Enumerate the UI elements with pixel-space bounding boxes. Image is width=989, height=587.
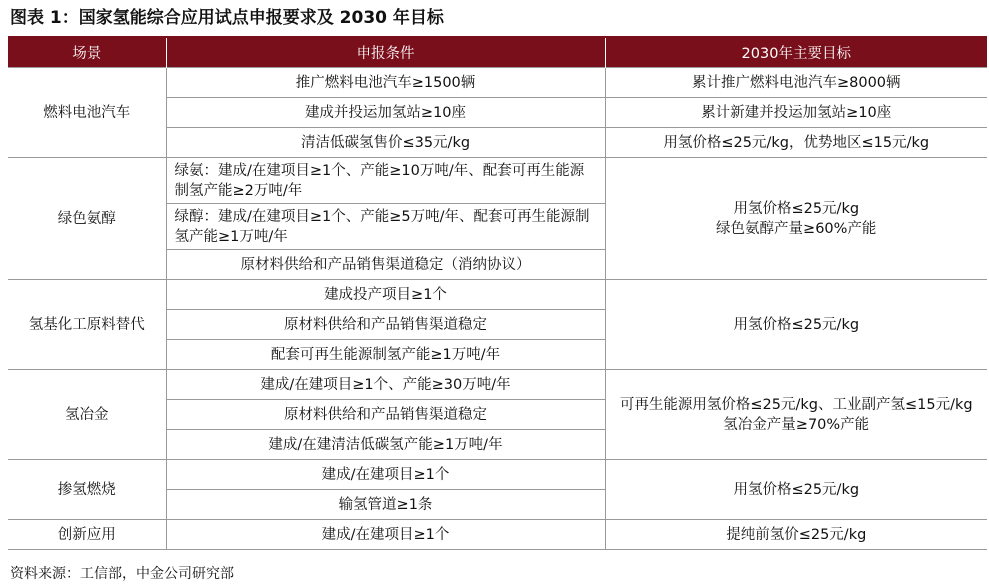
requirement-cell: 清洁低碳氢售价≤35元/kg — [166, 128, 605, 158]
requirement-cell: 绿氨：建成/在建项目≥1个、产能≥10万吨/年、配套可再生能源制氢产能≥2万吨/年 — [166, 158, 605, 204]
requirement-cell: 建成/在建项目≥1个 — [166, 460, 605, 490]
requirement-cell: 建成投产项目≥1个 — [166, 280, 605, 310]
target-line: 绿色氨醇产量≥60%产能 — [716, 220, 877, 237]
target-line: 氢冶金产量≥70%产能 — [723, 416, 870, 433]
target-cell: 累计新建并投运加氢站≥10座 — [605, 98, 987, 128]
target-line: 用氢价格≤25元/kg — [733, 200, 860, 217]
target-line: 用氢价格≤25元/kg — [733, 316, 860, 333]
source-note: 资料来源：工信部，中金公司研究部 — [10, 566, 234, 582]
table-row — [8, 520, 987, 550]
scene-cell: 绿色氨醇 — [8, 158, 166, 280]
requirement-cell: 原材料供给和产品销售渠道稳定 — [166, 310, 605, 340]
header-requirements: 申报条件 — [166, 38, 605, 68]
requirement-cell: 建成/在建项目≥1个、产能≥30万吨/年 — [166, 370, 605, 400]
target-cell — [605, 280, 987, 370]
requirement-cell: 建成/在建清洁低碳氢产能≥1万吨/年 — [166, 430, 605, 460]
header-target: 2030年主要目标 — [605, 38, 987, 68]
scene-cell: 氢冶金 — [8, 370, 166, 460]
pilot-requirements-table — [8, 38, 987, 550]
target-cell — [605, 460, 987, 520]
target-cell — [605, 370, 987, 460]
table-row — [8, 158, 987, 204]
table-row — [8, 370, 987, 400]
requirement-cell: 输氢管道≥1条 — [166, 490, 605, 520]
scene-cell: 氢基化工原料替代 — [8, 280, 166, 370]
table-row — [8, 460, 987, 490]
requirement-cell: 建成并投运加氢站≥10座 — [166, 98, 605, 128]
target-cell — [605, 158, 987, 280]
table-header-row — [8, 38, 987, 68]
scene-cell: 燃料电池汽车 — [8, 68, 166, 158]
target-line: 可再生能源用氢价格≤25元/kg、工业副产氢≤15元/kg — [619, 396, 973, 413]
target-cell: 用氢价格≤25元/kg，优势地区≤15元/kg — [605, 128, 987, 158]
requirement-cell: 原材料供给和产品销售渠道稳定（消纳协议） — [166, 250, 605, 280]
requirement-cell: 原材料供给和产品销售渠道稳定 — [166, 400, 605, 430]
target-line: 用氢价格≤25元/kg — [733, 481, 860, 498]
scene-cell: 掺氢燃烧 — [8, 460, 166, 520]
scene-cell: 创新应用 — [8, 520, 166, 550]
figure-title: 图表 1：国家氢能综合应用试点申报要求及 2030 年目标 — [10, 8, 444, 28]
requirement-cell: 建成/在建项目≥1个 — [166, 520, 605, 550]
table-row — [8, 68, 987, 98]
requirement-cell: 配套可再生能源制氢产能≥1万吨/年 — [166, 340, 605, 370]
requirement-cell: 绿醇：建成/在建项目≥1个、产能≥5万吨/年、配套可再生能源制氢产能≥1万吨/年 — [166, 204, 605, 250]
header-scene: 场景 — [8, 38, 166, 68]
requirement-cell: 推广燃料电池汽车≥1500辆 — [166, 68, 605, 98]
table-row — [8, 280, 987, 310]
target-cell — [605, 520, 987, 550]
target-line: 提纯前氢价≤25元/kg — [726, 526, 867, 543]
target-cell: 累计推广燃料电池汽车≥8000辆 — [605, 68, 987, 98]
